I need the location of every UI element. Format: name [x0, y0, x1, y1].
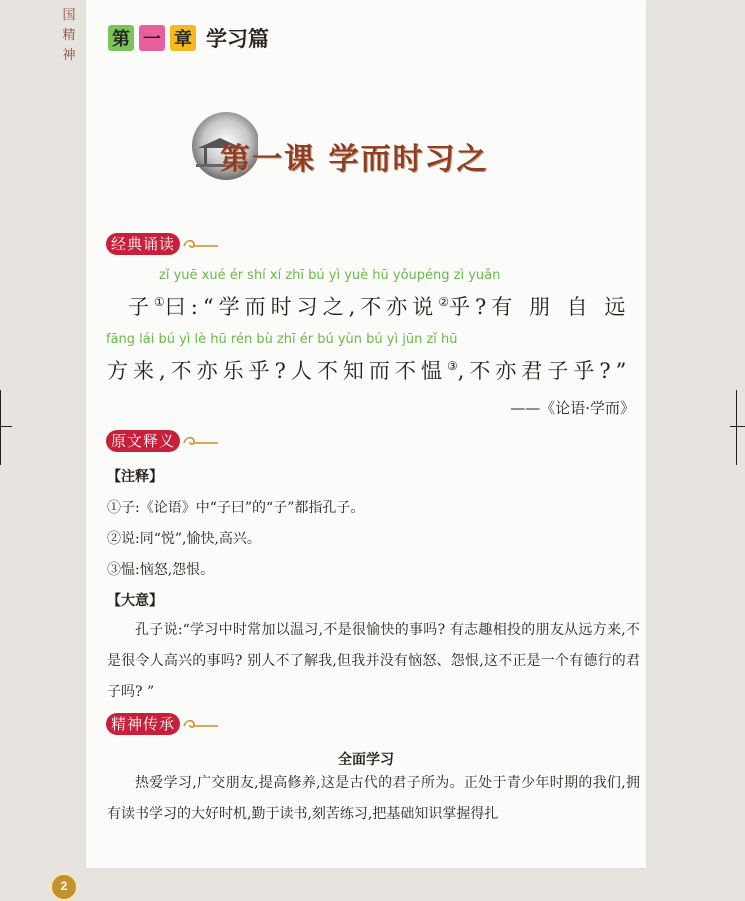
crop-mark-right-h [730, 426, 745, 427]
section-tag-interpret [106, 430, 220, 452]
chapter-char-2: 一 [139, 25, 165, 51]
crop-mark-right [736, 390, 737, 465]
pinyin-line-1: zǐ yuē xué ér shí xí zhī bú yì yuè hū yǒupéng zì yuǎn [159, 268, 501, 283]
side-margin [0, 0, 82, 887]
swirl-ornament-icon [182, 434, 220, 448]
notes-heading: 【注释】 [107, 469, 163, 485]
chapter-header [108, 24, 269, 52]
source-citation: ——《论语·学而》 [510, 399, 635, 417]
swirl-ornament-icon [182, 237, 220, 251]
page-number-badge: 2 [50, 873, 78, 901]
tag-label: 原文释义 [106, 430, 180, 452]
tag-label: 精神传承 [106, 713, 180, 735]
pinyin-line-2: fāng lái bú yì lè hū rén bù zhī ér bú yùn bú yì jūn zǐ hū [106, 332, 458, 347]
side-vertical-text: 国 精 神 [62, 8, 76, 63]
chapter-char-1: 第 [108, 25, 134, 51]
chapter-title: 学习篇 [206, 26, 269, 51]
classic-line-2: 方来,不亦乐乎?人不知而不愠③,不亦君子乎?” [107, 359, 632, 383]
note-2: ②说:同“悦”,愉快,高兴。 [107, 531, 261, 547]
swirl-ornament-icon [182, 717, 220, 731]
tag-label: 经典诵读 [106, 233, 180, 255]
heritage-heading: 全面学习 [338, 752, 394, 768]
note-3: ③愠:恼怒,怨恨。 [107, 562, 215, 578]
classic-line-1: 子①曰:“学而时习之,不亦说②乎?有 朋 自 远 [128, 295, 631, 319]
lesson-title: 第一课 学而时习之 [220, 142, 489, 177]
meaning-heading: 【大意】 [107, 593, 163, 609]
heritage-paragraph: 热爱学习,广交朋友,提高修养,这是古代的君子所为。正处于青少年时期的我们,拥有读书学习的大好时机,勤于读书,刻苦练习,把基础知识掌握得扎 [107, 775, 640, 822]
chapter-char-3: 章 [170, 25, 196, 51]
crop-mark-left [0, 390, 1, 465]
crop-mark-left-h [0, 426, 12, 427]
section-tag-classic [106, 233, 220, 255]
meaning-paragraph: 孔子说:“学习中时常加以温习,不是很愉快的事吗? 有志趣相投的朋友从远方来,不是很令人高兴的事吗? 别人不了解我,但我并没有恼怒、怨恨,这不正是一个有德行的君子吗? ” [107, 622, 640, 700]
section-tag-heritage [106, 713, 220, 735]
note-1: ①子:《论语》中“子曰”的“子”都指孔子。 [107, 500, 365, 516]
